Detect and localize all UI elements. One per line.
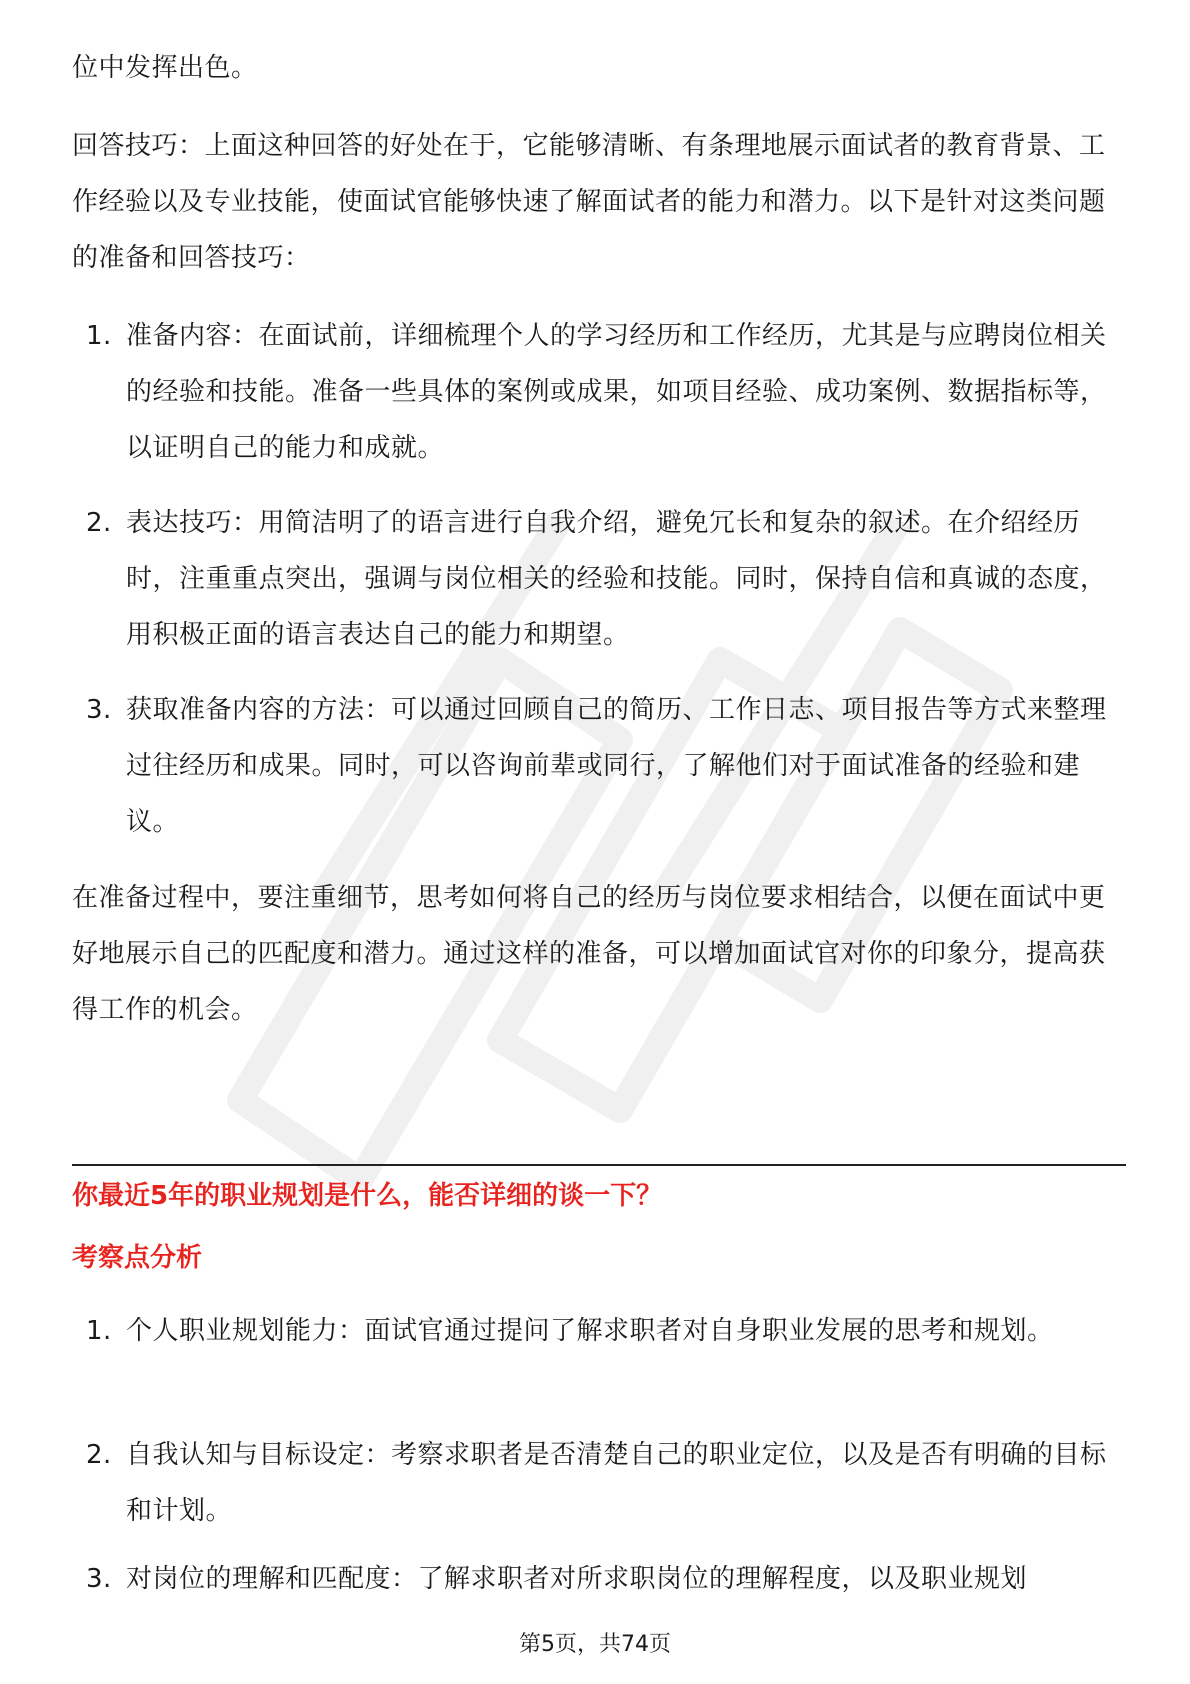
section-divider [72, 1164, 1126, 1166]
list-number: 1. [86, 321, 112, 351]
list-item [86, 1427, 1126, 1539]
list-item [86, 495, 1126, 663]
list-number: 1. [86, 1316, 112, 1346]
page-number-footer: 第5页，共74页 [519, 1632, 671, 1657]
tips-paragraph: 回答技巧：上面这种回答的好处在于，它能够清晰、有条理地展示面试者的教育背景、工作经验以及专业技能，使面试官能够快速了解面试者的能力和潜力。以下是针对这类问题的准备和回答技巧： [72, 131, 1106, 273]
list-text: 对岗位的理解和匹配度：了解求职者对所求职岗位的理解程度，以及职业规划 [126, 1564, 1028, 1594]
list-number: 3. [86, 1564, 112, 1594]
analysis-heading: 考察点分析 [72, 1243, 203, 1273]
list-text: 准备内容：在面试前，详细梳理个人的学习经历和工作经历，尤其是与应聘岗位相关的经验和技能。准备一些具体的案例或成果，如项目经验、成功案例、数据指标等，以证明自己的能力和成就。 [126, 321, 1107, 463]
list-item [86, 308, 1126, 476]
list-item [86, 1303, 1126, 1359]
list-text: 自我认知与目标设定：考察求职者是否清楚自己的职业定位，以及是否有明确的目标和计划。 [126, 1440, 1107, 1526]
list-text: 表达技巧：用简洁明了的语言进行自我介绍，避免冗长和复杂的叙述。在介绍经历时，注重重点突出，强调与岗位相关的经验和技能。同时，保持自信和真诚的态度，用积极正面的语言表达自己的能力和期望。 [126, 508, 1107, 650]
list-item [86, 1551, 1126, 1607]
list-number: 3. [86, 695, 112, 725]
list-number: 2. [86, 508, 112, 538]
list-text: 获取准备内容的方法：可以通过回顾自己的简历、工作日志、项目报告等方式来整理过往经历和成果。同时，可以咨询前辈或同行，了解他们对于面试准备的经验和建议。 [126, 695, 1107, 837]
list-text: 个人职业规划能力：面试官通过提问了解求职者对自身职业发展的思考和规划。 [126, 1316, 1054, 1346]
intro-tail-text: 位中发挥出色。 [72, 53, 258, 83]
list-item [86, 682, 1126, 850]
question-title: 你最近5年的职业规划是什么，能否详细的谈一下？ [72, 1181, 663, 1211]
list-number: 2. [86, 1440, 112, 1470]
closing-paragraph: 在准备过程中，要注重细节，思考如何将自己的经历与岗位要求相结合，以便在面试中更好地展示自己的匹配度和潜力。通过这样的准备，可以增加面试官对你的印象分，提高获得工作的机会。 [72, 883, 1106, 1025]
